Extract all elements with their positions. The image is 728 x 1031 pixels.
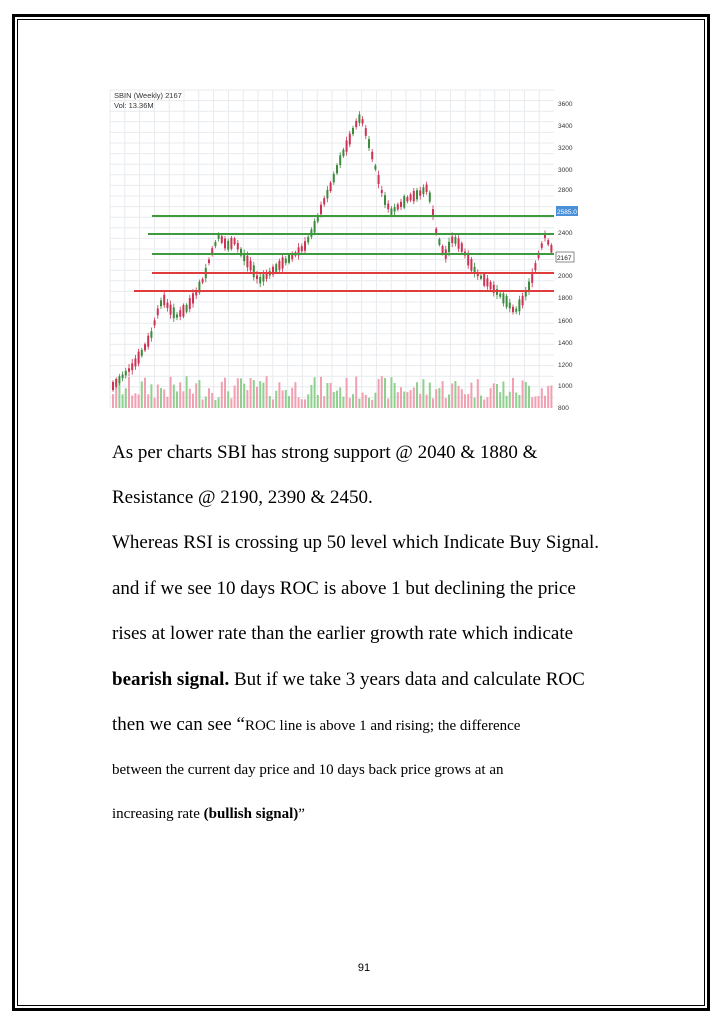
volume-bar	[355, 377, 357, 408]
candle-body	[256, 275, 258, 279]
candle-body	[275, 264, 277, 272]
candle-body	[202, 279, 204, 282]
volume-bar	[493, 383, 495, 408]
volume-bar	[301, 399, 303, 408]
volume-bar	[211, 393, 213, 408]
volume-bar	[208, 388, 210, 408]
volume-bar	[422, 379, 424, 408]
volume-bar	[227, 391, 229, 408]
candle-body	[397, 204, 399, 209]
volume-bar	[512, 378, 514, 408]
price-scale-label: 3200	[558, 145, 573, 152]
volume-bar	[179, 382, 181, 408]
volume-bar	[502, 381, 504, 408]
volume-bar	[464, 394, 466, 408]
volume-bar	[413, 388, 415, 408]
volume-bar	[259, 381, 261, 408]
volume-bar	[371, 400, 373, 408]
candle-body	[362, 119, 364, 123]
candle-body	[550, 245, 552, 253]
volume-bar	[144, 378, 146, 408]
volume-bar	[496, 384, 498, 408]
candle-body	[381, 190, 383, 193]
stock-chart	[108, 86, 578, 410]
volume-bar	[221, 382, 223, 408]
candle-body	[355, 121, 357, 127]
paragraph-line-6-rest: But if we take 3 years data and calculate ROC	[229, 669, 585, 690]
volume-bar	[522, 380, 524, 408]
candle-body	[486, 278, 488, 286]
volume-bar	[378, 379, 380, 408]
volume-bar	[362, 393, 364, 408]
volume-bar	[304, 399, 306, 408]
volume-bar	[128, 377, 130, 408]
candle-body	[131, 363, 133, 370]
candle-body	[352, 128, 354, 134]
volume-bar	[365, 395, 367, 408]
volume-bar	[266, 376, 268, 408]
volume-bar	[346, 378, 348, 408]
candle-body	[410, 194, 412, 200]
volume-bar	[253, 380, 255, 408]
volume-bar	[163, 389, 165, 408]
volume-bar	[499, 392, 501, 408]
volume-bar	[486, 397, 488, 408]
volume-bar	[262, 383, 264, 408]
volume-bar	[544, 396, 546, 408]
current-price-badge-label: 2167	[557, 255, 572, 262]
candle-body	[499, 294, 501, 297]
volume-bar	[419, 394, 421, 408]
candle-body	[186, 305, 188, 312]
volume-bar	[470, 383, 472, 408]
volume-bar	[352, 394, 354, 408]
paragraph-line-1: As per charts SBI has strong support @ 2040 & 1880 &	[112, 442, 538, 463]
candle-body	[118, 376, 120, 383]
candle-body	[115, 379, 117, 387]
volume-bar	[166, 397, 168, 408]
candle-body	[368, 139, 370, 148]
stock-chart-svg	[108, 86, 578, 410]
candle-body	[512, 307, 514, 312]
candle-body	[144, 344, 146, 350]
volume-bar	[445, 398, 447, 408]
candle-body	[237, 243, 239, 249]
volume-bar	[294, 382, 296, 408]
paragraph-line-5: rises at lower rate than the earlier growth rate which indicate	[112, 623, 574, 644]
candle-body	[416, 190, 418, 199]
paragraph-line-7-quote: ROC line is above 1 and rising; the difference	[244, 718, 521, 734]
price-scale	[556, 101, 578, 410]
candle-body	[483, 274, 485, 286]
volume-bar	[448, 395, 450, 408]
volume-bar	[541, 388, 543, 408]
volume-bar	[224, 378, 226, 408]
volume-bar	[218, 397, 220, 408]
candle-body	[227, 241, 229, 250]
volume-bar	[282, 391, 284, 408]
volume-bar	[477, 379, 479, 408]
volume-bar	[160, 388, 162, 408]
volume-bar	[406, 392, 408, 408]
price-scale-label: 2800	[558, 187, 573, 194]
paragraph-line-7	[112, 714, 632, 736]
volume-bar	[272, 399, 274, 408]
candle-body	[422, 187, 424, 194]
volume-bar	[349, 398, 351, 408]
candle-body	[285, 258, 287, 263]
candle-body	[438, 239, 440, 245]
candle-body	[506, 296, 508, 307]
candle-body	[288, 255, 290, 263]
volume-bar	[288, 396, 290, 408]
volume-bar	[134, 393, 136, 408]
volume-bar	[451, 383, 453, 408]
candle-body	[166, 303, 168, 308]
volume-bar	[314, 377, 316, 408]
volume-bar	[310, 385, 312, 408]
volume-bar	[461, 389, 463, 408]
volume-bar	[381, 376, 383, 408]
candle-body	[374, 166, 376, 170]
price-scale-label: 2000	[558, 273, 573, 280]
candle-body	[170, 305, 172, 315]
price-scale-label: 1000	[558, 383, 573, 390]
volume-bar	[394, 383, 396, 408]
volume-bar	[240, 378, 242, 408]
candle-body	[246, 256, 248, 268]
volume-bar	[317, 395, 319, 408]
volume-bar	[285, 390, 287, 408]
volume-bar	[454, 381, 456, 408]
page-number: 91	[357, 962, 371, 974]
volume-bar	[230, 398, 232, 408]
volume-bar	[256, 387, 258, 408]
candle-body	[221, 236, 223, 243]
volume-bar	[474, 398, 476, 408]
volume-bar	[374, 393, 376, 408]
candle-body	[253, 265, 255, 277]
candle-body	[419, 190, 421, 195]
volume-bar	[547, 386, 549, 408]
volume-bar	[416, 382, 418, 408]
candle-body	[541, 243, 543, 248]
volume-bar	[176, 391, 178, 408]
candle-body	[330, 183, 332, 191]
candle-body	[339, 155, 341, 165]
volume-bar	[397, 392, 399, 408]
volume-bar	[250, 378, 252, 408]
volume-bar	[400, 387, 402, 408]
candle-body	[349, 134, 351, 145]
volume-bar	[186, 376, 188, 408]
candle-body	[234, 238, 236, 244]
candle-body	[400, 202, 402, 207]
volume-bar	[387, 398, 389, 408]
candle-body	[454, 237, 456, 244]
candle-body	[112, 382, 114, 390]
candle-body	[461, 243, 463, 252]
volume-bar	[141, 381, 143, 408]
volume-bar	[269, 396, 271, 408]
volume-bar	[528, 386, 530, 408]
volume-bar	[518, 395, 520, 408]
candle-body	[346, 140, 348, 151]
volume-bar	[426, 395, 428, 408]
price-scale-label: 3400	[558, 123, 573, 130]
paragraph-line-9	[112, 806, 632, 823]
paragraph-line-3: Whereas RSI is crossing up 50 level which Indicate Buy Signal.	[112, 532, 600, 553]
price-scale-label: 3000	[558, 167, 573, 174]
volume-bar	[390, 377, 392, 408]
volume-bar	[122, 394, 124, 408]
candle-body	[208, 260, 210, 263]
price-scale-label: 1200	[558, 362, 573, 369]
candle-body	[451, 237, 453, 243]
candle-body	[502, 293, 504, 303]
volume-bar	[442, 381, 444, 408]
volume-bar	[246, 390, 248, 408]
candle-body	[182, 305, 184, 317]
paragraph-line-4: and if we see 10 days ROC is above 1 but declining the price	[112, 578, 576, 599]
bearish-signal-text: bearish signal.	[112, 669, 230, 690]
candle-body	[326, 190, 328, 199]
candle-body	[163, 295, 165, 306]
volume-bar	[125, 388, 127, 408]
candle-body	[224, 239, 226, 249]
candle-body	[128, 368, 130, 371]
volume-bar	[214, 400, 216, 408]
volume-bar	[170, 377, 172, 408]
volume-bar	[342, 397, 344, 408]
candle-body	[518, 299, 520, 311]
volume-bar	[326, 383, 328, 408]
candle-body	[470, 259, 472, 271]
candle-body	[442, 246, 444, 254]
candle-body	[528, 282, 530, 292]
candle-body	[371, 152, 373, 159]
candle-body	[314, 221, 316, 233]
candle-body	[138, 352, 140, 364]
volume-bar	[205, 397, 207, 408]
paragraph-line-9-end: ”	[298, 806, 305, 822]
paragraph-line-6	[112, 669, 632, 691]
volume-bar	[538, 396, 540, 408]
candle-body	[390, 209, 392, 215]
volume-bar	[384, 378, 386, 408]
volume-bar	[182, 391, 184, 408]
candle-body	[403, 196, 405, 207]
paragraph-line-2: Resistance @ 2190, 2390 & 2450.	[112, 487, 373, 508]
volume-bar	[515, 392, 517, 408]
volume-bar	[483, 399, 485, 408]
price-scale-label: 2400	[558, 230, 573, 237]
candle-body	[150, 331, 152, 338]
candle-body	[250, 261, 252, 270]
volume-bar	[138, 394, 140, 408]
candle-body	[378, 175, 380, 184]
price-scale-label: 1400	[558, 340, 573, 347]
candle-body	[448, 242, 450, 252]
candle-body	[262, 274, 264, 281]
volume-bar	[336, 391, 338, 408]
candle-body	[122, 375, 124, 379]
volume-bar	[435, 389, 437, 408]
candle-body	[307, 237, 309, 243]
volume-bar	[368, 398, 370, 408]
candle-body	[304, 241, 306, 251]
volume-bar	[323, 396, 325, 408]
volume-bar	[291, 388, 293, 408]
volume-bar	[330, 383, 332, 408]
candle-body	[259, 277, 261, 284]
bullish-signal-text: (bullish signal)	[203, 806, 299, 822]
volume-bar	[202, 399, 204, 408]
volume-bar	[157, 384, 159, 408]
candle-body	[192, 293, 194, 303]
last-price-badge-label: 2585.0	[557, 209, 577, 216]
volume-bar	[506, 396, 508, 408]
volume-bar	[550, 386, 552, 408]
volume-bar	[237, 378, 239, 408]
volume-bar	[438, 388, 440, 408]
candle-body	[278, 261, 280, 270]
candle-body	[336, 165, 338, 173]
volume-bar	[480, 396, 482, 408]
candle-body	[522, 296, 524, 305]
candle-body	[230, 238, 232, 249]
candle-body	[301, 246, 303, 251]
candle-body	[509, 303, 511, 309]
candle-body	[333, 174, 335, 182]
volume-bar	[173, 385, 175, 408]
candle-body	[323, 198, 325, 204]
candle-body	[534, 263, 536, 270]
price-scale-label: 3600	[558, 101, 573, 108]
chart-header-title: SBIN (Weekly) 2167	[114, 91, 182, 100]
candle-body	[358, 114, 360, 123]
price-scale-label: 1800	[558, 295, 573, 302]
candle-body	[480, 276, 482, 279]
candle-body	[531, 273, 533, 283]
candle-body	[406, 197, 408, 201]
volume-bar	[150, 384, 152, 408]
candle-body	[490, 282, 492, 289]
paragraph-line-7-lead: then we can see “	[112, 714, 245, 735]
candle-body	[147, 336, 149, 347]
candle-body	[387, 204, 389, 210]
volume-bar	[307, 394, 309, 408]
volume-bar	[432, 398, 434, 408]
price-scale-label: 800	[558, 405, 569, 410]
candle-body	[458, 239, 460, 249]
candle-body	[179, 310, 181, 317]
candle-body	[342, 150, 344, 156]
volume-bar	[147, 394, 149, 408]
volume-bar	[320, 377, 322, 408]
price-scale-label: 1600	[558, 318, 573, 325]
volume-bar	[525, 382, 527, 408]
chart-header-volume: Vol: 13.36M	[114, 101, 154, 110]
volume-bar	[195, 383, 197, 408]
volume-bar	[458, 386, 460, 408]
candle-body	[218, 235, 220, 239]
candle-body	[320, 205, 322, 215]
volume-bar	[509, 392, 511, 408]
paragraph-line-8: between the current day price and 10 days back price grows at an	[112, 762, 504, 778]
volume-bar	[131, 395, 133, 408]
candle-body	[394, 207, 396, 211]
candle-body	[125, 371, 127, 375]
support-resistance-lines	[134, 216, 554, 291]
candle-body	[365, 128, 367, 136]
candle-body	[160, 300, 162, 306]
candle-body	[173, 307, 175, 318]
chart-grid	[110, 90, 554, 408]
candle-body	[426, 185, 428, 192]
volume-bar	[298, 397, 300, 408]
volume-bar	[534, 396, 536, 408]
volume-bar	[339, 387, 341, 408]
volume-bar	[333, 392, 335, 408]
candle-body	[141, 350, 143, 356]
volume-bar	[275, 391, 277, 408]
paragraph-line-9-lead: increasing rate	[112, 806, 204, 822]
volume-bar	[112, 394, 114, 408]
candle-body	[189, 298, 191, 309]
candle-body	[282, 257, 284, 268]
volume-bar	[189, 389, 191, 408]
volume-bar	[192, 394, 194, 408]
candle-body	[515, 309, 517, 312]
candle-body	[413, 191, 415, 201]
volume-bar	[278, 382, 280, 408]
volume-bar	[403, 392, 405, 408]
candle-body	[176, 314, 178, 317]
candle-body	[429, 192, 431, 201]
candle-body	[214, 242, 216, 246]
volume-bar	[429, 383, 431, 408]
candle-body	[134, 358, 136, 366]
volume-bar	[531, 397, 533, 408]
volume-bar	[490, 388, 492, 408]
volume-bar	[234, 386, 236, 408]
candle-body	[467, 254, 469, 266]
candle-body	[154, 320, 156, 325]
volume-bar	[243, 384, 245, 408]
volume-bar	[467, 394, 469, 408]
volume-bar	[198, 380, 200, 408]
volume-bar	[154, 398, 156, 408]
candle-body	[547, 240, 549, 244]
candle-body	[384, 195, 386, 205]
volume-bar	[410, 390, 412, 408]
candle-body	[157, 309, 159, 316]
volume-bar	[358, 399, 360, 408]
